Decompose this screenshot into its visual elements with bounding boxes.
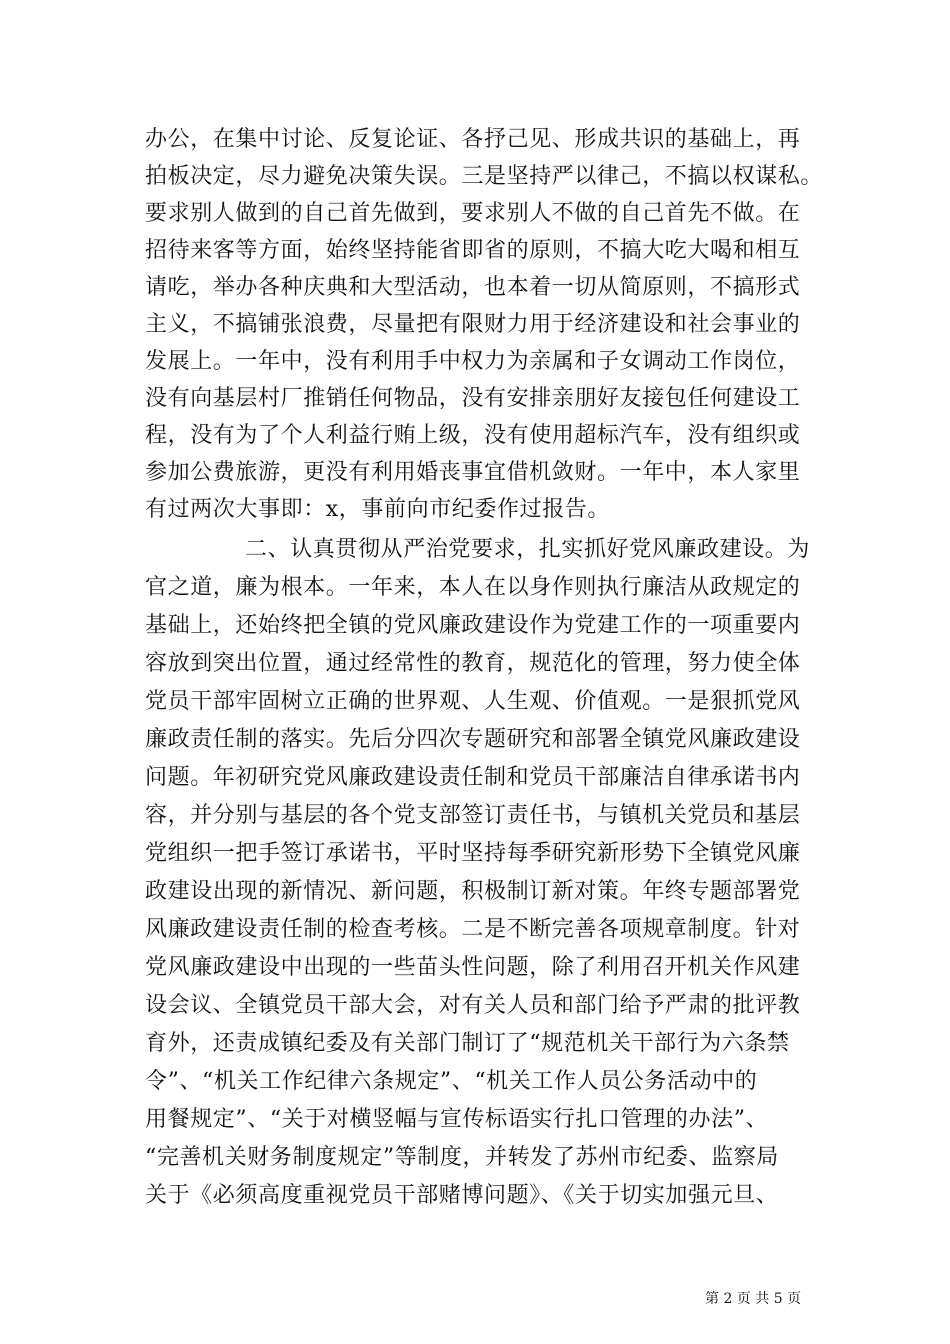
text-line: 容，并分别与基层的各个党支部签订责任书，与镇机关党员和基层 [145,803,801,828]
text-line: 关于《必须高度重视党员干部赌博问题》、《关于切实加强元旦、 [145,1183,779,1208]
text-line: 令”、“机关工作纪律六条规定”、“机关工作人员公务活动中的 [145,1069,758,1094]
text-line: 廉政责任制的落实。先后分四次专题研究和部署全镇党风廉政建设 [145,727,801,752]
text-line: “完善机关财务制度规定”等制度，并转发了苏州市纪委、监察局 [145,1145,779,1170]
text-line: 用餐规定”、“关于对横竖幅与宣传标语实行扎口管理的办法”、 [145,1107,769,1132]
paragraph-start-line: 二、认真贯彻从严治党要求，扎实抓好党风廉政建设。为 [245,537,811,562]
text-line: 党组织一把手签订承诺书，平时坚持每季研究新形势下全镇党风廉 [145,841,801,866]
text-line: 拍板决定，尽力避免决策失误。三是坚持严以律己，不搞以权谋私。 [145,164,824,189]
text-line: 要求别人做到的自己首先做到，要求别人不做的自己首先不做。在 [145,201,801,226]
text-line: 基础上，还始终把全镇的党风廉政建设作为党建工作的一项重要内 [145,613,801,638]
text-line: 党员干部牢固树立正确的世界观、人生观、价值观。一是狠抓党风 [145,689,801,714]
text-line: 主义，不搞铺张浪费，尽量把有限财力用于经济建设和社会事业的 [145,312,801,337]
text-line: 设会议、全镇党员干部大会，对有关人员和部门给予严肃的批评教 [145,993,801,1018]
text-line: 党风廉政建设中出现的一些苗头性问题，除了利用召开机关作风建 [145,955,801,980]
text-line: 育外，还责成镇纪委及有关部门制订了“规范机关干部行为六条禁 [145,1031,790,1056]
text-line: 办公，在集中讨论、反复论证、各抒己见、形成共识的基础上，再 [145,127,801,152]
text-line: 风廉政建设责任制的检查考核。二是不断完善各项规章制度。针对 [145,917,801,942]
text-line: 招待来客等方面，始终坚持能省即省的原则，不搞大吃大喝和相互 [145,238,801,263]
text-line: 有过两次大事即：x，事前向市纪委作过报告。 [145,497,611,522]
text-line: 程，没有为了个人利益行贿上级，没有使用超标汽车，没有组织或 [145,423,801,448]
text-line: 官之道，廉为根本。一年来，本人在以身作则执行廉洁从政规定的 [145,575,801,600]
text-line: 请吃，举办各种庆典和大型活动，也本着一切从简原则，不搞形式 [145,275,801,300]
text-line: 没有向基层村厂推销任何物品，没有安排亲朋好友接包任何建设工 [145,386,801,411]
page-number: 第 2 页 共 5 页 [705,1291,802,1307]
text-line: 问题。年初研究党风廉政建设责任制和党员干部廉洁自律承诺书内 [145,765,801,790]
text-line: 容放到突出位置，通过经常性的教育，规范化的管理，努力使全体 [145,651,801,676]
text-line: 政建设出现的新情况、新问题，积极制订新对策。年终专题部署党 [145,879,801,904]
text-line: 发展上。一年中，没有利用手中权力为亲属和子女调动工作岗位， [145,349,801,374]
text-line: 参加公费旅游，更没有利用婚丧事宜借机敛财。一年中，本人家里 [145,460,801,485]
